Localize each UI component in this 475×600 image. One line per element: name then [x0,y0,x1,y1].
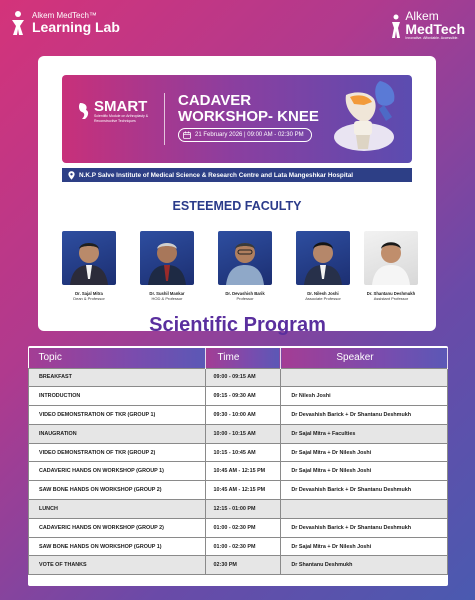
faculty-name: Dr. Devashish Barik [225,291,265,296]
speaker-cell: Dr Devashish Barick + Dr Shantanu Deshmukh [281,481,448,500]
knee-implant-illustration [324,77,404,161]
faculty-name: Dr. Nilesh Joshi [307,291,339,296]
time-cell: 10:00 - 10:15 AM [205,424,281,443]
faculty-card [358,231,424,301]
smart-logo [77,99,154,123]
table-row [29,368,448,387]
header-speaker: Speaker [281,348,448,368]
smart-knee-icon [77,102,91,120]
faculty-photo [296,231,350,285]
left-brand-line1: Alkem MedTech™ [32,11,97,20]
left-brand-line2: Learning Lab [32,19,120,35]
table-row [29,556,448,575]
banner-divider [164,93,165,145]
table-row [29,406,448,425]
speaker-cell: Dr Shantanu Deshmukh [281,556,448,575]
speaker-cell: Dr Devashish Barick + Dr Shantanu Deshmukh [281,518,448,537]
faculty-photo [218,231,272,285]
topic-cell: SAW BONE HANDS ON WORKSHOP (GROUP 2) [29,481,206,500]
faculty-role: Professor [236,296,254,301]
topic-cell: INAUGRATION [29,424,206,443]
time-cell: 01:00 - 02:30 PM [205,518,281,537]
header-time: Time [205,348,281,368]
right-brand-tagline: Innovative. Affordable. Accessible. [405,36,459,40]
smart-logo-tagline: Scientific Module on Arthroplasty & Reconstructive Techniques [94,114,149,123]
event-title-line2: WORKSHOP- KNEE [178,108,319,125]
alkem-medtech-logo [390,10,465,41]
faculty-role: Assistant Professor [373,296,409,301]
topic-cell: LUNCH [29,500,206,519]
faculty-title: ESTEEMED FACULTY [172,199,302,213]
event-title-line1: CADAVER [178,92,252,109]
table-row [29,443,448,462]
alkem-figure-icon [8,10,28,36]
faculty-role: Associate Professor [305,296,341,301]
topic-cell: CADAVERIC HANDS ON WORKSHOP (GROUP 2) [29,518,206,537]
event-title [178,93,319,125]
table-row [29,537,448,556]
speaker-cell [281,368,448,387]
topic-cell: SAW BONE HANDS ON WORKSHOP (GROUP 1) [29,537,206,556]
faculty-role: Dean & Professor [73,296,105,301]
faculty-photo [140,231,194,285]
table-row [29,500,448,519]
location-pin-icon [68,171,75,180]
table-row [29,424,448,443]
time-cell: 10:45 AM - 12:15 PM [205,481,281,500]
speaker-cell: Dr Sajal Mitra + Faculties [281,424,448,443]
time-cell: 09:00 - 09:15 AM [205,368,281,387]
faculty-card [290,231,356,301]
faculty-card [134,231,200,301]
faculty-card [56,231,122,301]
calendar-icon [183,131,191,139]
right-brand-line1: Alkem [405,9,439,23]
table-row [29,387,448,406]
time-cell: 12:15 - 01:00 PM [205,500,281,519]
faculty-name: Dr. Sajal Mitra [75,291,103,296]
time-cell: 01:00 - 02:30 PM [205,537,281,556]
event-banner [62,75,412,163]
table-row [29,462,448,481]
time-cell: 09:30 - 10:00 AM [205,406,281,425]
topic-cell: INTRODUCTION [29,387,206,406]
faculty-photo [364,231,418,285]
speaker-cell [281,500,448,519]
topic-cell: CADAVERIC HANDS ON WORKSHOP (GROUP 1) [29,462,206,481]
speaker-cell: Dr Sajal Mitra + Dr Nilesh Joshi [281,462,448,481]
speaker-cell: Dr Sajal Mitra + Dr Nilesh Joshi [281,443,448,462]
program-table [28,348,448,575]
speaker-cell: Dr Nilesh Joshi [281,387,448,406]
header [0,0,475,52]
alkem-figure-icon [390,13,402,39]
time-cell: 10:45 AM - 12:15 PM [205,462,281,481]
faculty-name: Dr. Shantanu Deshmukh [366,291,416,296]
program-title: Scientific Program [149,314,326,336]
right-brand-line2: MedTech [405,21,465,37]
faculty-role: HOD & Professor [151,296,183,301]
learning-lab-logo [8,10,120,36]
time-cell: 09:15 - 09:30 AM [205,387,281,406]
topic-cell: BREAKFAST [29,368,206,387]
faculty-photo [62,231,116,285]
table-row [29,481,448,500]
faculty-card [212,231,278,301]
event-date-text: 21 February 2026 | 09:00 AM - 02:30 PM [195,132,304,138]
event-date-pill [178,128,312,142]
program-header-row [29,348,448,368]
topic-cell: VOTE OF THANKS [29,556,206,575]
venue-bar [62,168,412,182]
header-topic: Topic [29,348,206,368]
venue-text: N.K.P Salve Institute of Medical Science & Research Centre and Lata Mangeshkar Hospital [79,171,354,179]
faculty-name: Dr. Sushil Mankar [149,291,185,296]
topic-cell: VIDEO DEMONSTRATION OF TKR (GROUP 1) [29,406,206,425]
time-cell: 10:15 - 10:45 AM [205,443,281,462]
time-cell: 02:30 PM [205,556,281,575]
table-row [29,518,448,537]
speaker-cell: Dr Devashish Barick + Dr Shantanu Deshmukh [281,406,448,425]
smart-logo-name: SMART [94,98,148,115]
speaker-cell: Dr Sajal Mitra + Dr Nilesh Joshi [281,537,448,556]
topic-cell: VIDEO DEMONSTRATION OF TKR (GROUP 2) [29,443,206,462]
